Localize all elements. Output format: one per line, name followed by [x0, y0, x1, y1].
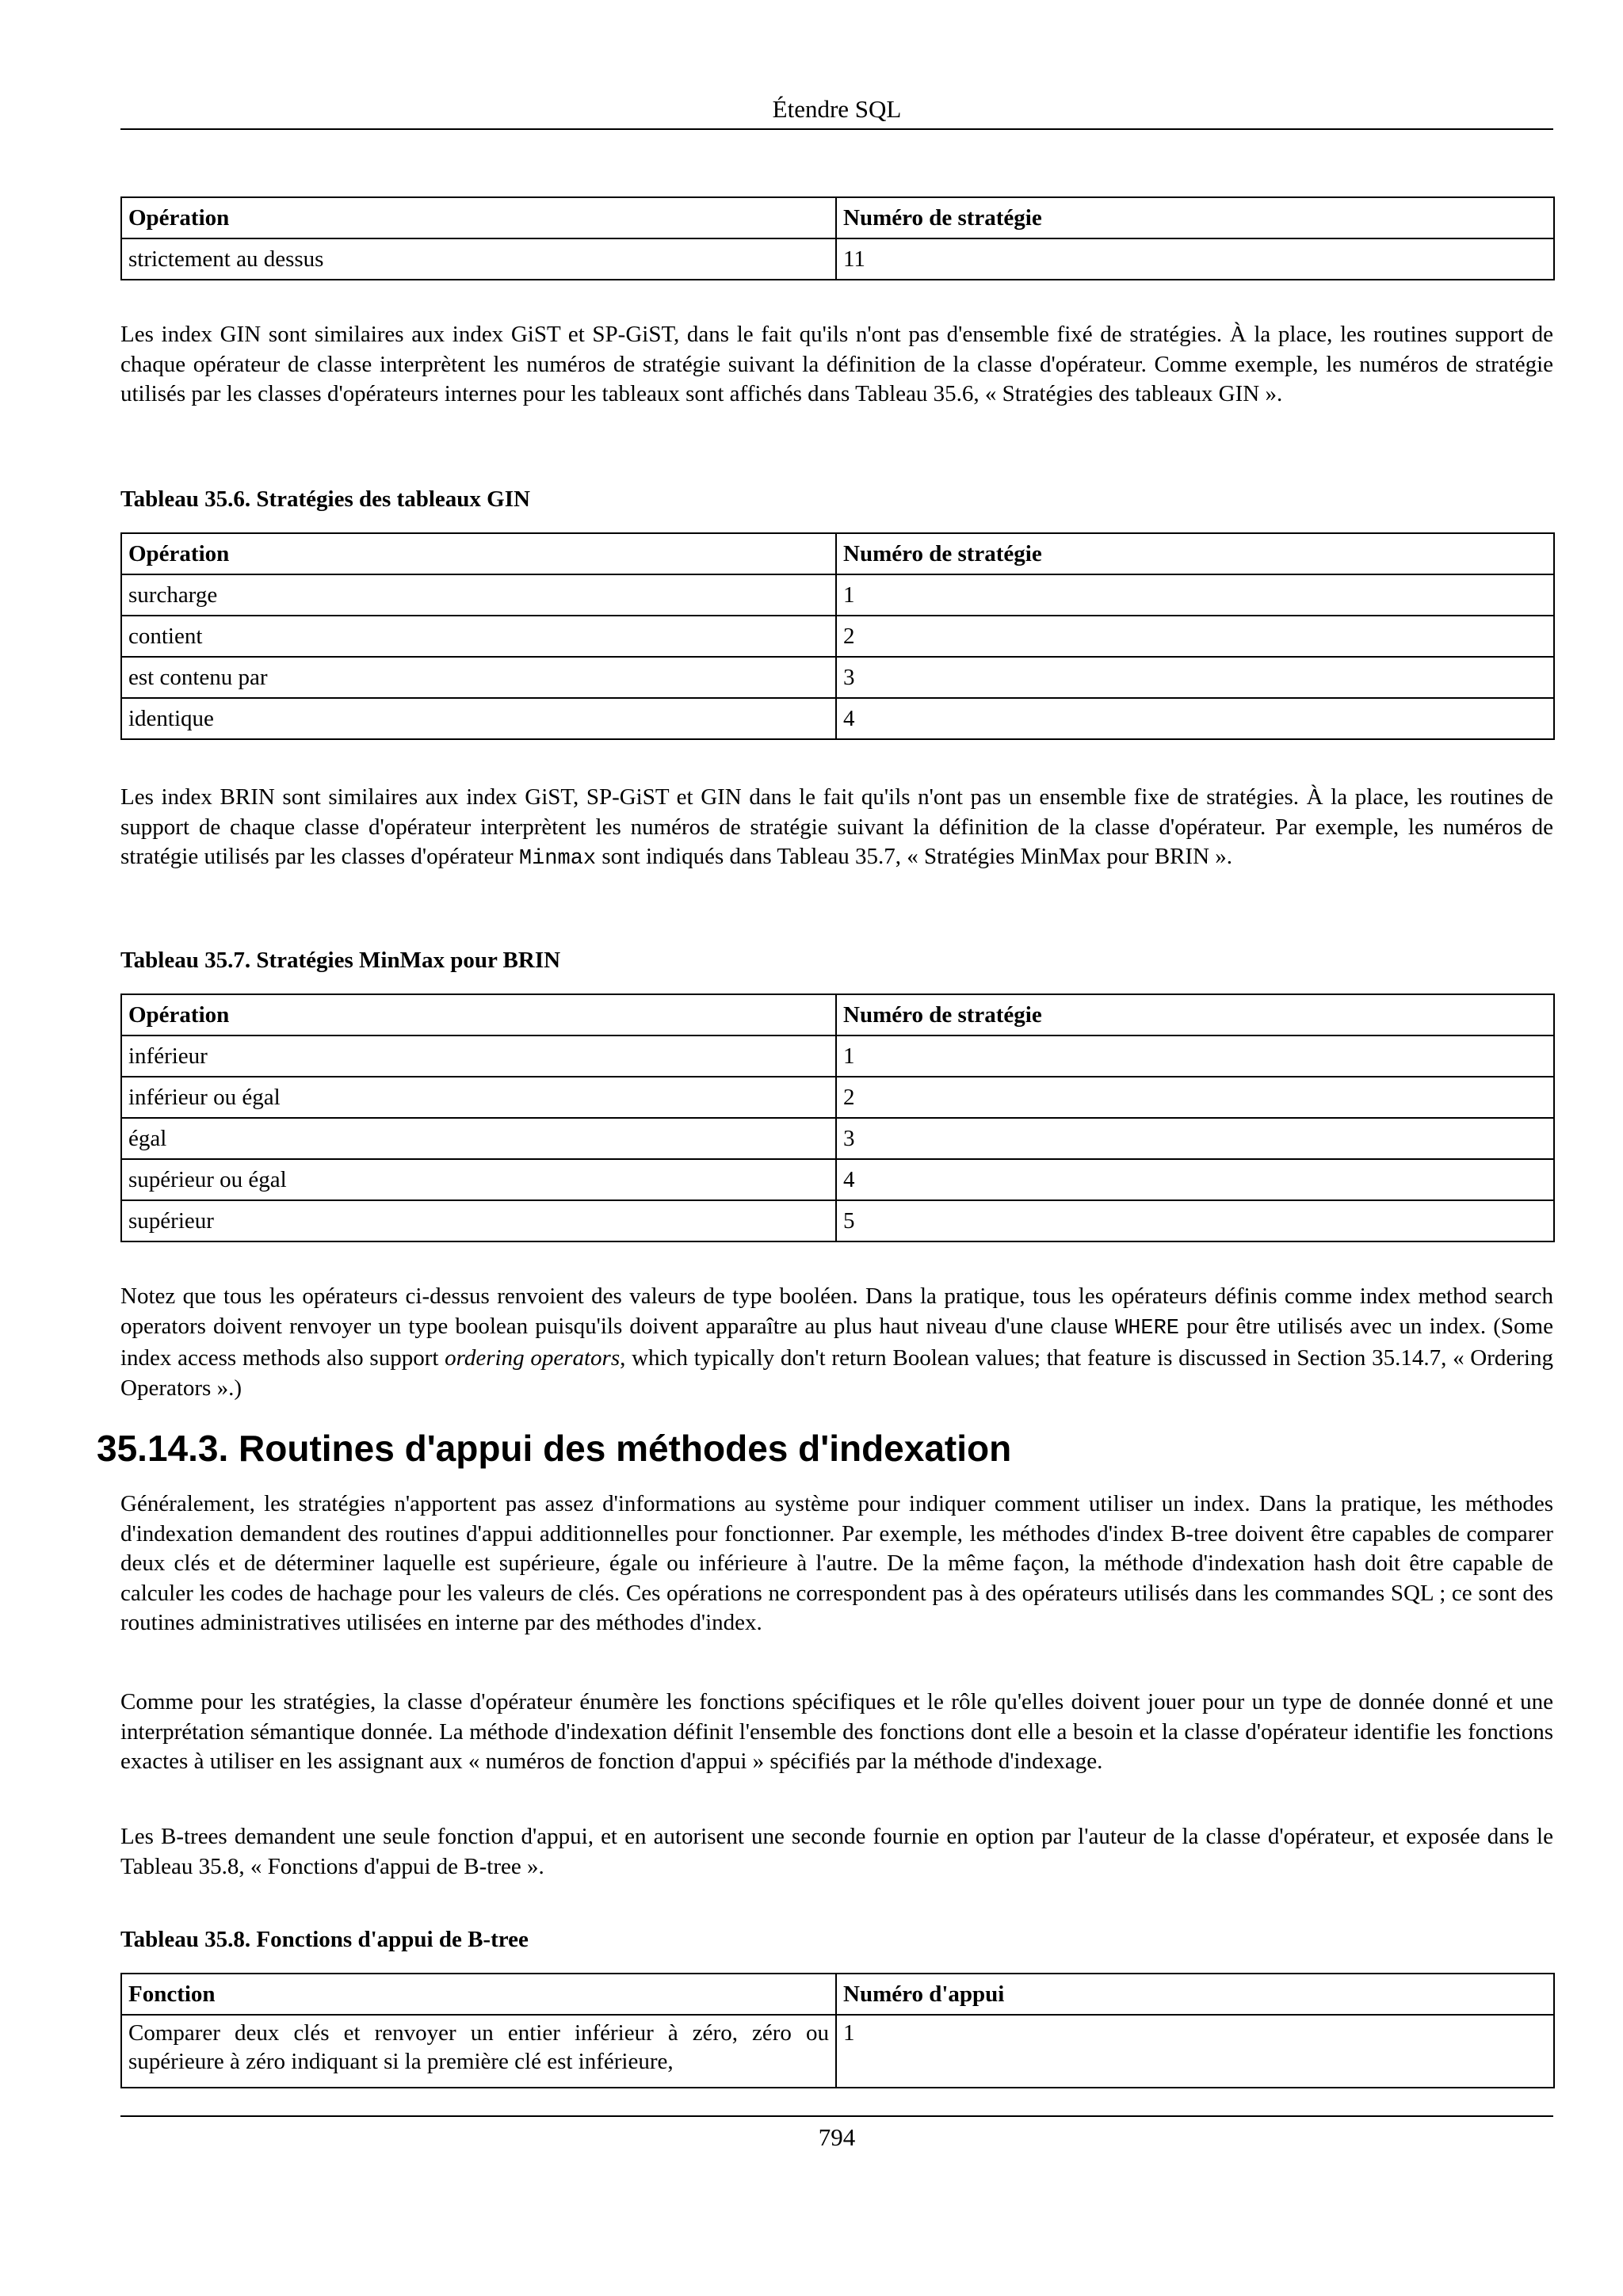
- cell-operation: identique: [121, 698, 836, 739]
- column-header-strategy-number: Numéro de stratégie: [836, 994, 1554, 1035]
- table-header-row: [121, 533, 1554, 574]
- section-title: 35.14.3. Routines d'appui des méthodes d'indexation: [97, 1428, 1012, 1469]
- cell-operation: inférieur: [121, 1035, 836, 1077]
- table-header-row: [121, 1974, 1554, 2015]
- paragraph-note-part1: Notez que tous les opérateurs ci-dessus renvoient des valeurs de type booléen. Dans la pratique, tous les opérateurs définis comme index method search operators doivent renvoyer un type boolean puisqu'ils doivent apparaître au plus haut niveau d'une clause: [120, 1283, 1553, 1339]
- table-row: [121, 574, 1554, 616]
- cell-strategy-number: 4: [836, 698, 1554, 739]
- code-minmax: Minmax: [518, 847, 597, 871]
- table-row: [121, 657, 1554, 698]
- column-header-operation: Opération: [121, 533, 836, 574]
- italic-ordering-operators: ordering operators: [445, 1345, 621, 1371]
- table-brin-minmax-strategies: [120, 994, 1555, 1242]
- cell-operation: contient: [121, 616, 836, 657]
- running-header: Étendre SQL: [772, 95, 902, 123]
- table-row: [121, 1077, 1554, 1118]
- cell-operation: strictement au dessus: [121, 238, 836, 280]
- paragraph-note-part2: pour être utilisés avec un index. (Some index access methods also support: [120, 1313, 1553, 1371]
- table-row: [121, 1200, 1554, 1241]
- table-btree-support-functions: [120, 1973, 1555, 2088]
- cell-strategy-number: 4: [836, 1159, 1554, 1200]
- cell-strategy-number: 5: [836, 1200, 1554, 1241]
- caption-table-35-6: Tableau 35.6. Stratégies des tableaux GIN: [120, 486, 530, 512]
- table-header-row: [121, 994, 1554, 1035]
- paragraph-general-text: Généralement, les stratégies n'apportent pas assez d'informations au système pour indiquer comment utiliser un index. Dans la pratique, les méthodes d'indexation demandent des routines d'appui additionnelles pour fonctionner. Par exemple, les méthodes d'index B-tree doivent être capables de comparer deux clés et de déterminer laquelle est supérieure, égale ou inférieure à l'autre. De la même façon, la méthode d'indexation hash doit être capable de calculer les codes de hachage pour les valeurs de clés. Ces opérations ne correspondent pas à des opérateurs utilisés dans les commandes SQL ; ce sont des routines administratives utilisées en interne par des méthodes d'index.: [120, 1491, 1553, 1635]
- paragraph-btree-text: Les B-trees demandent une seule fonction d'appui, et en autorisent une seconde fournie en option par l'auteur de la classe d'opérateur, et exposée dans le Tableau 35.8, « Fonctions d'appui de B-tree ».: [120, 1824, 1553, 1879]
- table-row: [121, 616, 1554, 657]
- footer-rule: [120, 2115, 1553, 2117]
- caption-table-35-7: Tableau 35.7. Stratégies MinMax pour BRIN: [120, 948, 561, 973]
- table-row: [121, 1035, 1554, 1077]
- table-row: [121, 1159, 1554, 1200]
- cell-operation: égal: [121, 1118, 836, 1159]
- paragraph-brin-text-after: sont indiqués dans Tableau 35.7, « Stratégies MinMax pour BRIN ».: [596, 844, 1233, 869]
- paragraph-note-part3: , which typically don't return Boolean values; that feature is discussed in Section 35.14.7, « Ordering Operators ».): [120, 1345, 1553, 1401]
- paragraph-general: [120, 1489, 1553, 1638]
- table-row: [121, 1118, 1554, 1159]
- cell-function: Comparer deux clés et renvoyer un entier inférieur à zéro, zéro ou supérieure à zéro indiquant si la première clé est inférieure,: [121, 2015, 836, 2088]
- column-header-operation: Opération: [121, 994, 836, 1035]
- cell-operation: surcharge: [121, 574, 836, 616]
- paragraph-strategies: [120, 1688, 1553, 1777]
- cell-operation: supérieur: [121, 1200, 836, 1241]
- paragraph-btree: [120, 1822, 1553, 1882]
- column-header-operation: Opération: [121, 197, 836, 238]
- code-where: WHERE: [1115, 1316, 1180, 1341]
- table-row: [121, 698, 1554, 739]
- paragraph-note: [120, 1282, 1553, 1403]
- column-header-function: Fonction: [121, 1974, 836, 2015]
- column-header-support-number: Numéro d'appui: [836, 1974, 1554, 2015]
- column-header-strategy-number: Numéro de stratégie: [836, 533, 1554, 574]
- cell-operation: supérieur ou égal: [121, 1159, 836, 1200]
- caption-table-35-8: Tableau 35.8. Fonctions d'appui de B-tree: [120, 1927, 529, 1952]
- table-strategies-continued: [120, 196, 1555, 280]
- page-number: 794: [818, 2123, 856, 2151]
- cell-strategy-number: 3: [836, 1118, 1554, 1159]
- table-row: [121, 2015, 1554, 2088]
- paragraph-brin-text-before: Les index BRIN sont similaires aux index GiST, SP-GiST et GIN dans le fait qu'ils n'ont pas un ensemble fixe de stratégies. À la place, les routines de support de chaque classe d'opérateur interprètent les numéros de stratégie suivant la définition de la classe d'opérateur. Par exemple, les numéros de stratégie utilisés par les classes d'opérateur: [120, 784, 1553, 869]
- paragraph-strategies-text: Comme pour les stratégies, la classe d'opérateur énumère les fonctions spécifiques et le rôle qu'elles doivent jouer pour un type de donnée donné et une interprétation sémantique donnée. La méthode d'indexation définit l'ensemble des fonctions dont elle a besoin et la classe d'opérateur identifie les fonctions exactes à utiliser en les assignant aux « numéros de fonction d'appui » spécifiés par la méthode d'indexage.: [120, 1689, 1553, 1774]
- cell-strategy-number: 1: [836, 1035, 1554, 1077]
- table-header-row: [121, 197, 1554, 238]
- cell-support-number: 1: [836, 2015, 1554, 2088]
- header-rule: [120, 128, 1553, 130]
- cell-operation: est contenu par: [121, 657, 836, 698]
- cell-operation: inférieur ou égal: [121, 1077, 836, 1118]
- cell-strategy-number: 1: [836, 574, 1554, 616]
- cell-strategy-number: 2: [836, 1077, 1554, 1118]
- cell-strategy-number: 3: [836, 657, 1554, 698]
- paragraph-brin: [120, 783, 1553, 875]
- column-header-strategy-number: Numéro de stratégie: [836, 197, 1554, 238]
- table-row: [121, 238, 1554, 280]
- cell-strategy-number: 11: [836, 238, 1554, 280]
- cell-strategy-number: 2: [836, 616, 1554, 657]
- table-gin-strategies: [120, 532, 1555, 740]
- paragraph-gin: [120, 320, 1553, 410]
- paragraph-gin-text: Les index GIN sont similaires aux index GiST et SP-GiST, dans le fait qu'ils n'ont pas d'ensemble fixé de stratégies. À la place, les routines support de chaque opérateur de classe interprètent les numéros de stratégie suivant la définition de la classe d'opérateur. Comme exemple, les numéros de stratégie utilisés par les classes d'opérateurs internes pour les tableaux sont affichés dans Tableau 35.6, « Stratégies des tableaux GIN ».: [120, 322, 1553, 406]
